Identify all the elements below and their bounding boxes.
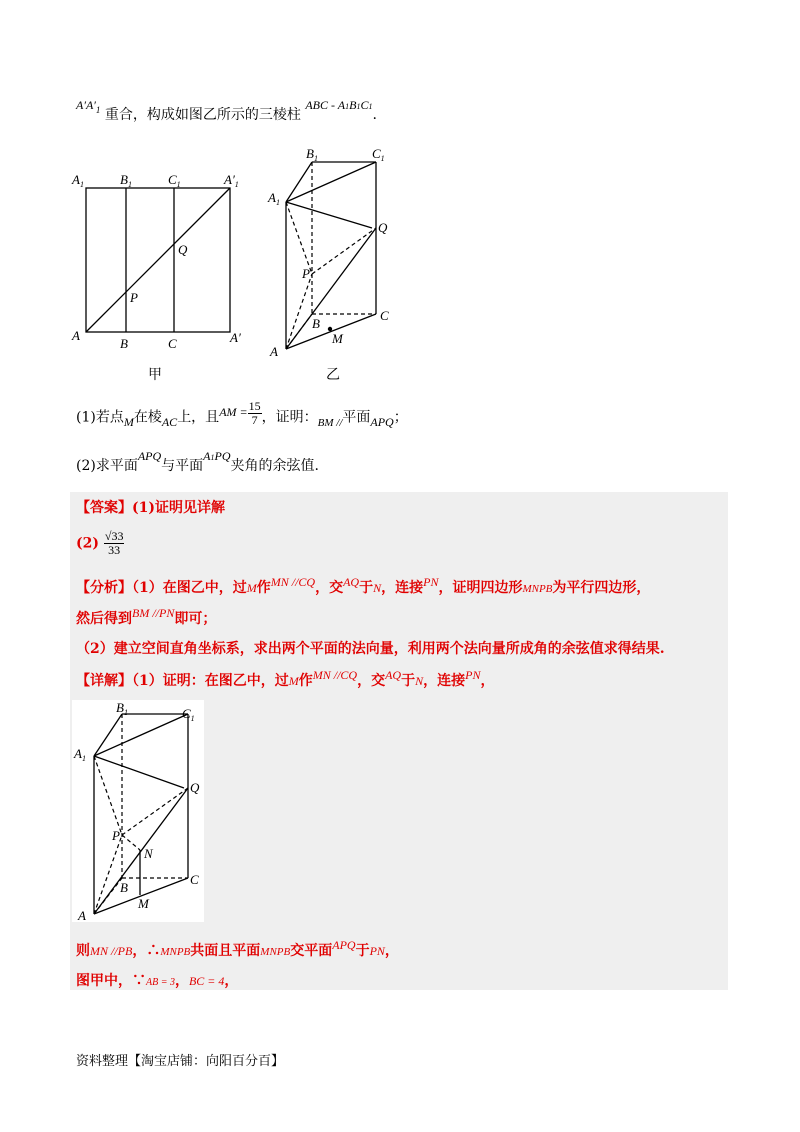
- label-a1-prime: $A'_1$: [224, 172, 239, 189]
- label-c1: $C_1$: [372, 146, 385, 163]
- label-a-prime: A′: [230, 330, 241, 345]
- label-b: B: [120, 880, 128, 895]
- prism-name: ABC - A1B1C1: [305, 98, 373, 112]
- label-a: A: [78, 908, 86, 922]
- analysis-line-2: 然后得到BM //PN即可；: [76, 606, 217, 627]
- label-b: B: [120, 336, 128, 351]
- label-p: P: [130, 290, 138, 305]
- detail-line-1: 【详解】（1）证明：在图乙中，过M作MN //CQ，交AQ于N，连接PN，: [76, 668, 495, 689]
- analysis-line-3: （2）建立空间直角坐标系，求出两个平面的法向量，利用两个法向量所成角的余弦值求得结果.: [76, 641, 665, 657]
- label-a1: $A_1$: [72, 172, 84, 189]
- intro-text: 重合，构成如图乙所示的三棱柱: [104, 107, 301, 123]
- fraction-sqrt33: $\frac{√33}{33}$: [104, 529, 124, 557]
- label-a1: $A_1$: [74, 746, 86, 763]
- intro-line: $A'A'^1$ 重合，构成如图乙所示的三棱柱 ABC - A1B1C1.: [76, 98, 377, 123]
- label-c: C: [380, 308, 389, 323]
- label-b: B: [312, 316, 320, 331]
- conclusion-line-1: 则MN //PB，∴MNPB共面且平面MNPB交平面APQ于PN，: [76, 938, 399, 959]
- footer-source: 资料整理【淘宝店铺：向阳百分百】: [76, 1054, 285, 1069]
- answer-line: 【答案】(1)证明见详解: [76, 500, 225, 516]
- figure-yi: [262, 144, 402, 359]
- segment-aa: A′A′: [76, 98, 96, 112]
- label-q: Q: [178, 242, 188, 257]
- label-a: A: [72, 328, 80, 343]
- label-b1: $B_1$: [120, 172, 132, 189]
- label-m: M: [332, 331, 343, 346]
- label-p: P: [302, 266, 310, 281]
- label-c1: $C_1$: [182, 706, 195, 723]
- label-c1: $C_1$: [168, 172, 181, 189]
- answer-part2: (2) $\frac{√33}{33}$: [76, 529, 124, 557]
- plane-a1pq: A1PQ: [203, 449, 231, 463]
- label-m: M: [138, 896, 149, 911]
- label-a: A: [270, 344, 278, 359]
- label-q: Q: [190, 780, 200, 795]
- label-c: C: [190, 872, 199, 887]
- figure-detail: [72, 700, 204, 922]
- label-p: P: [112, 828, 120, 843]
- conclusion-line-2: 图甲中，∵AB = 3，BC = 4，: [76, 973, 239, 989]
- question-2: (2)求平面APQ与平面A1PQ夹角的余弦值.: [76, 449, 319, 474]
- label-c: C: [168, 336, 177, 351]
- label-a1: $A_1$: [268, 190, 280, 207]
- caption-jia: 甲: [148, 367, 162, 383]
- label-n: N: [144, 846, 153, 861]
- label-b1: $B_1$: [306, 146, 318, 163]
- question-1: (1)若点M在棱AC上，且AM = $\frac{15}{7}$ ，证明：$_{BM //}$平面APQ；: [76, 399, 408, 429]
- caption-yi: 乙: [326, 367, 340, 383]
- label-q: Q: [378, 220, 388, 235]
- analysis-line-1: 【分析】（1）在图乙中，过M作MN //CQ，交AQ于N，连接PN，证明四边形MNPB为平行四边形，: [76, 575, 651, 596]
- label-b1: $B_1$: [116, 700, 128, 717]
- fraction-15-7: $\frac{15}{7}$: [248, 399, 261, 427]
- figure-jia: [70, 170, 250, 355]
